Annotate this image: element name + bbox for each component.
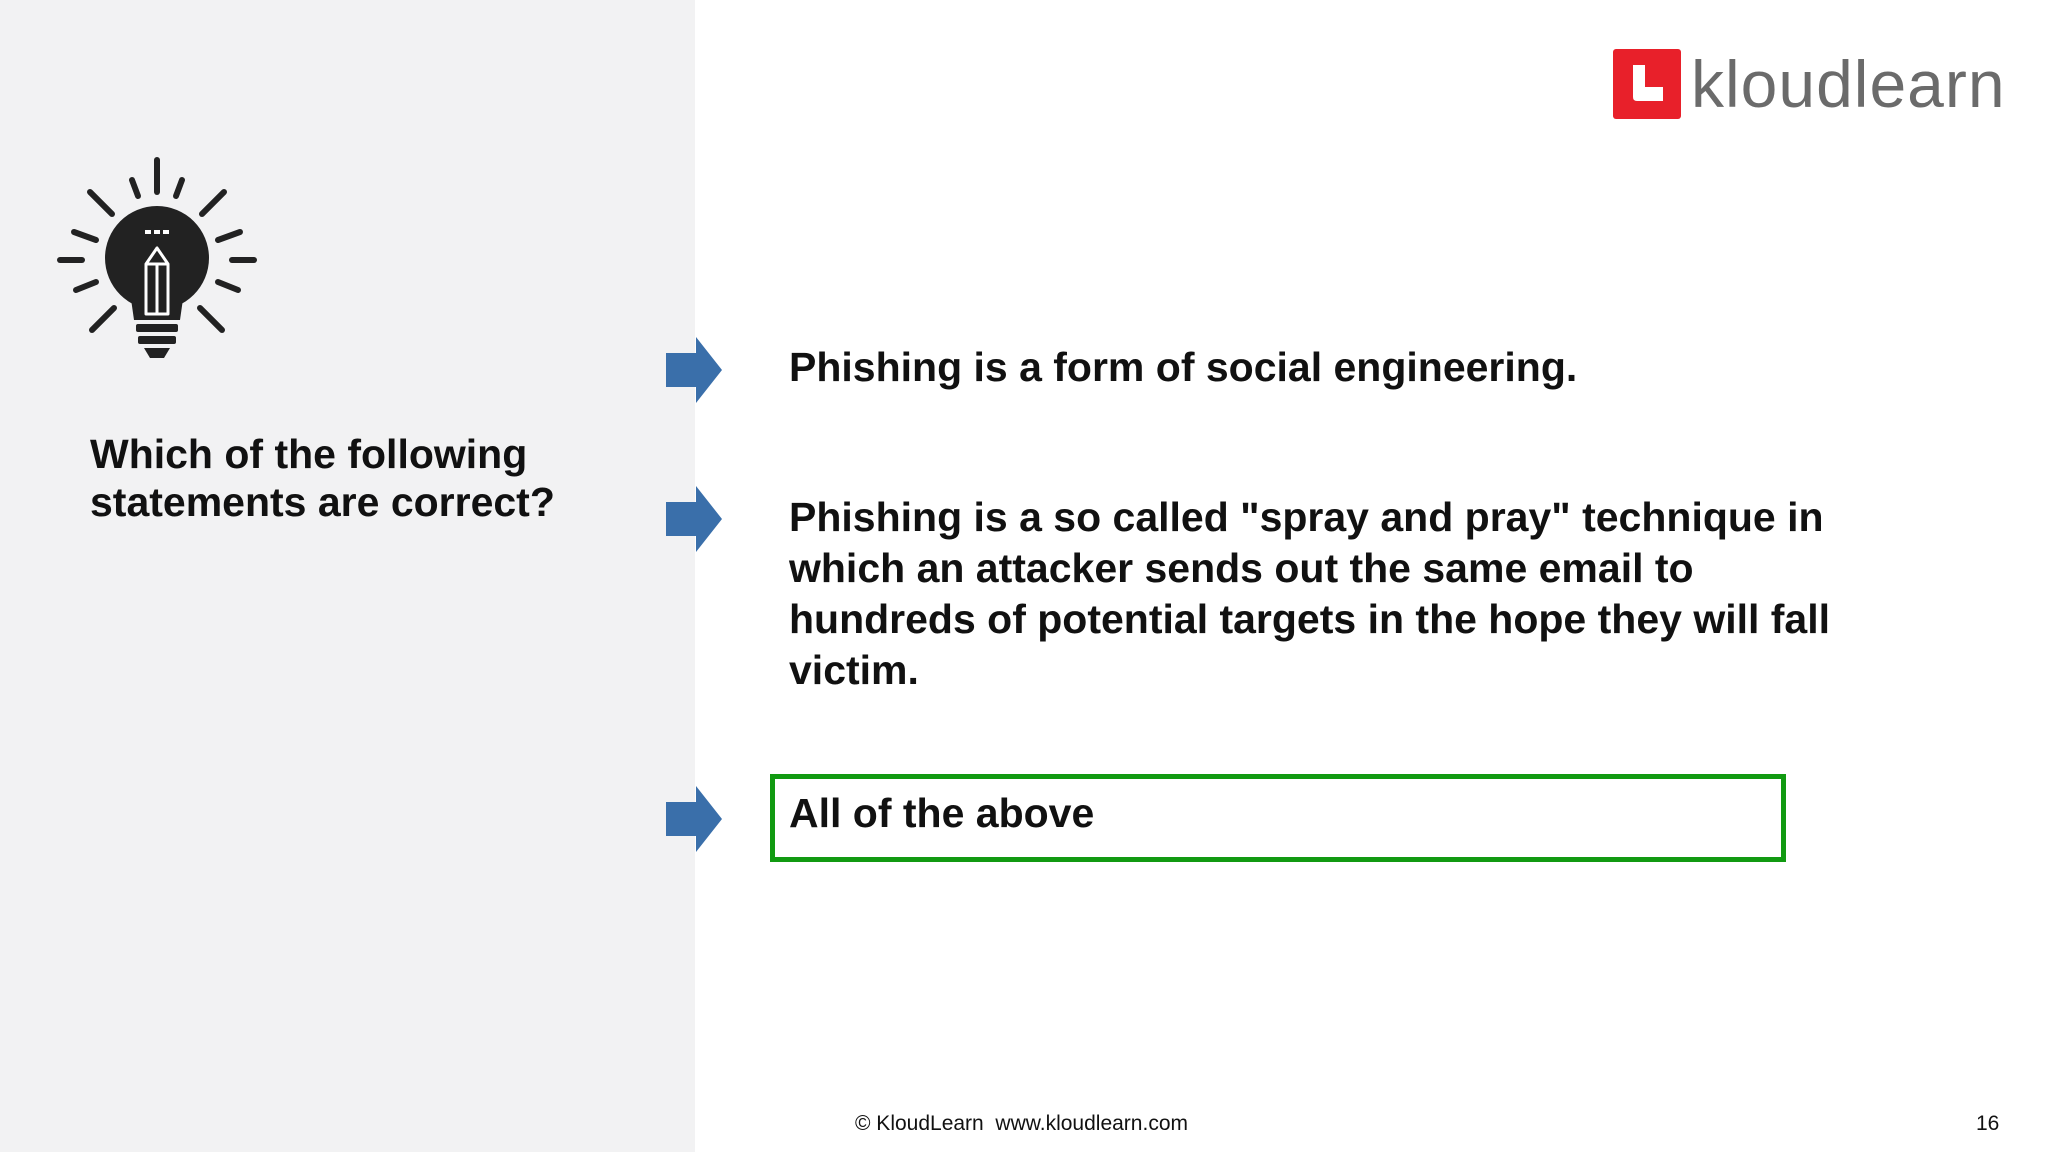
right-arrow-icon: [666, 786, 722, 852]
footer: [855, 1112, 1188, 1136]
lightbulb-idea-icon: [52, 152, 262, 364]
question-text: Which of the following statements are correct?: [90, 431, 555, 525]
option-3: All of the above: [789, 790, 1095, 836]
footer-copyright: © KloudLearn: [855, 1112, 984, 1135]
footer-website: www.kloudlearn.com: [995, 1112, 1188, 1135]
right-arrow-icon: [666, 337, 722, 403]
logo-wordmark: kloudlearn: [1691, 47, 2006, 121]
kloudlearn-logo-icon: [1613, 49, 1681, 119]
option-2: Phishing is a so called "spray and pray" technique in which an attacker sends out the same email to hundreds of potential targets in the hope they will fall victim.: [789, 494, 1831, 693]
right-arrow-icon: [666, 486, 722, 552]
kloudlearn-logo: [1613, 48, 2006, 120]
page-number: 16: [1976, 1112, 2000, 1135]
left-panel: [0, 0, 695, 1152]
option-1: Phishing is a form of social engineering.: [789, 344, 1578, 390]
